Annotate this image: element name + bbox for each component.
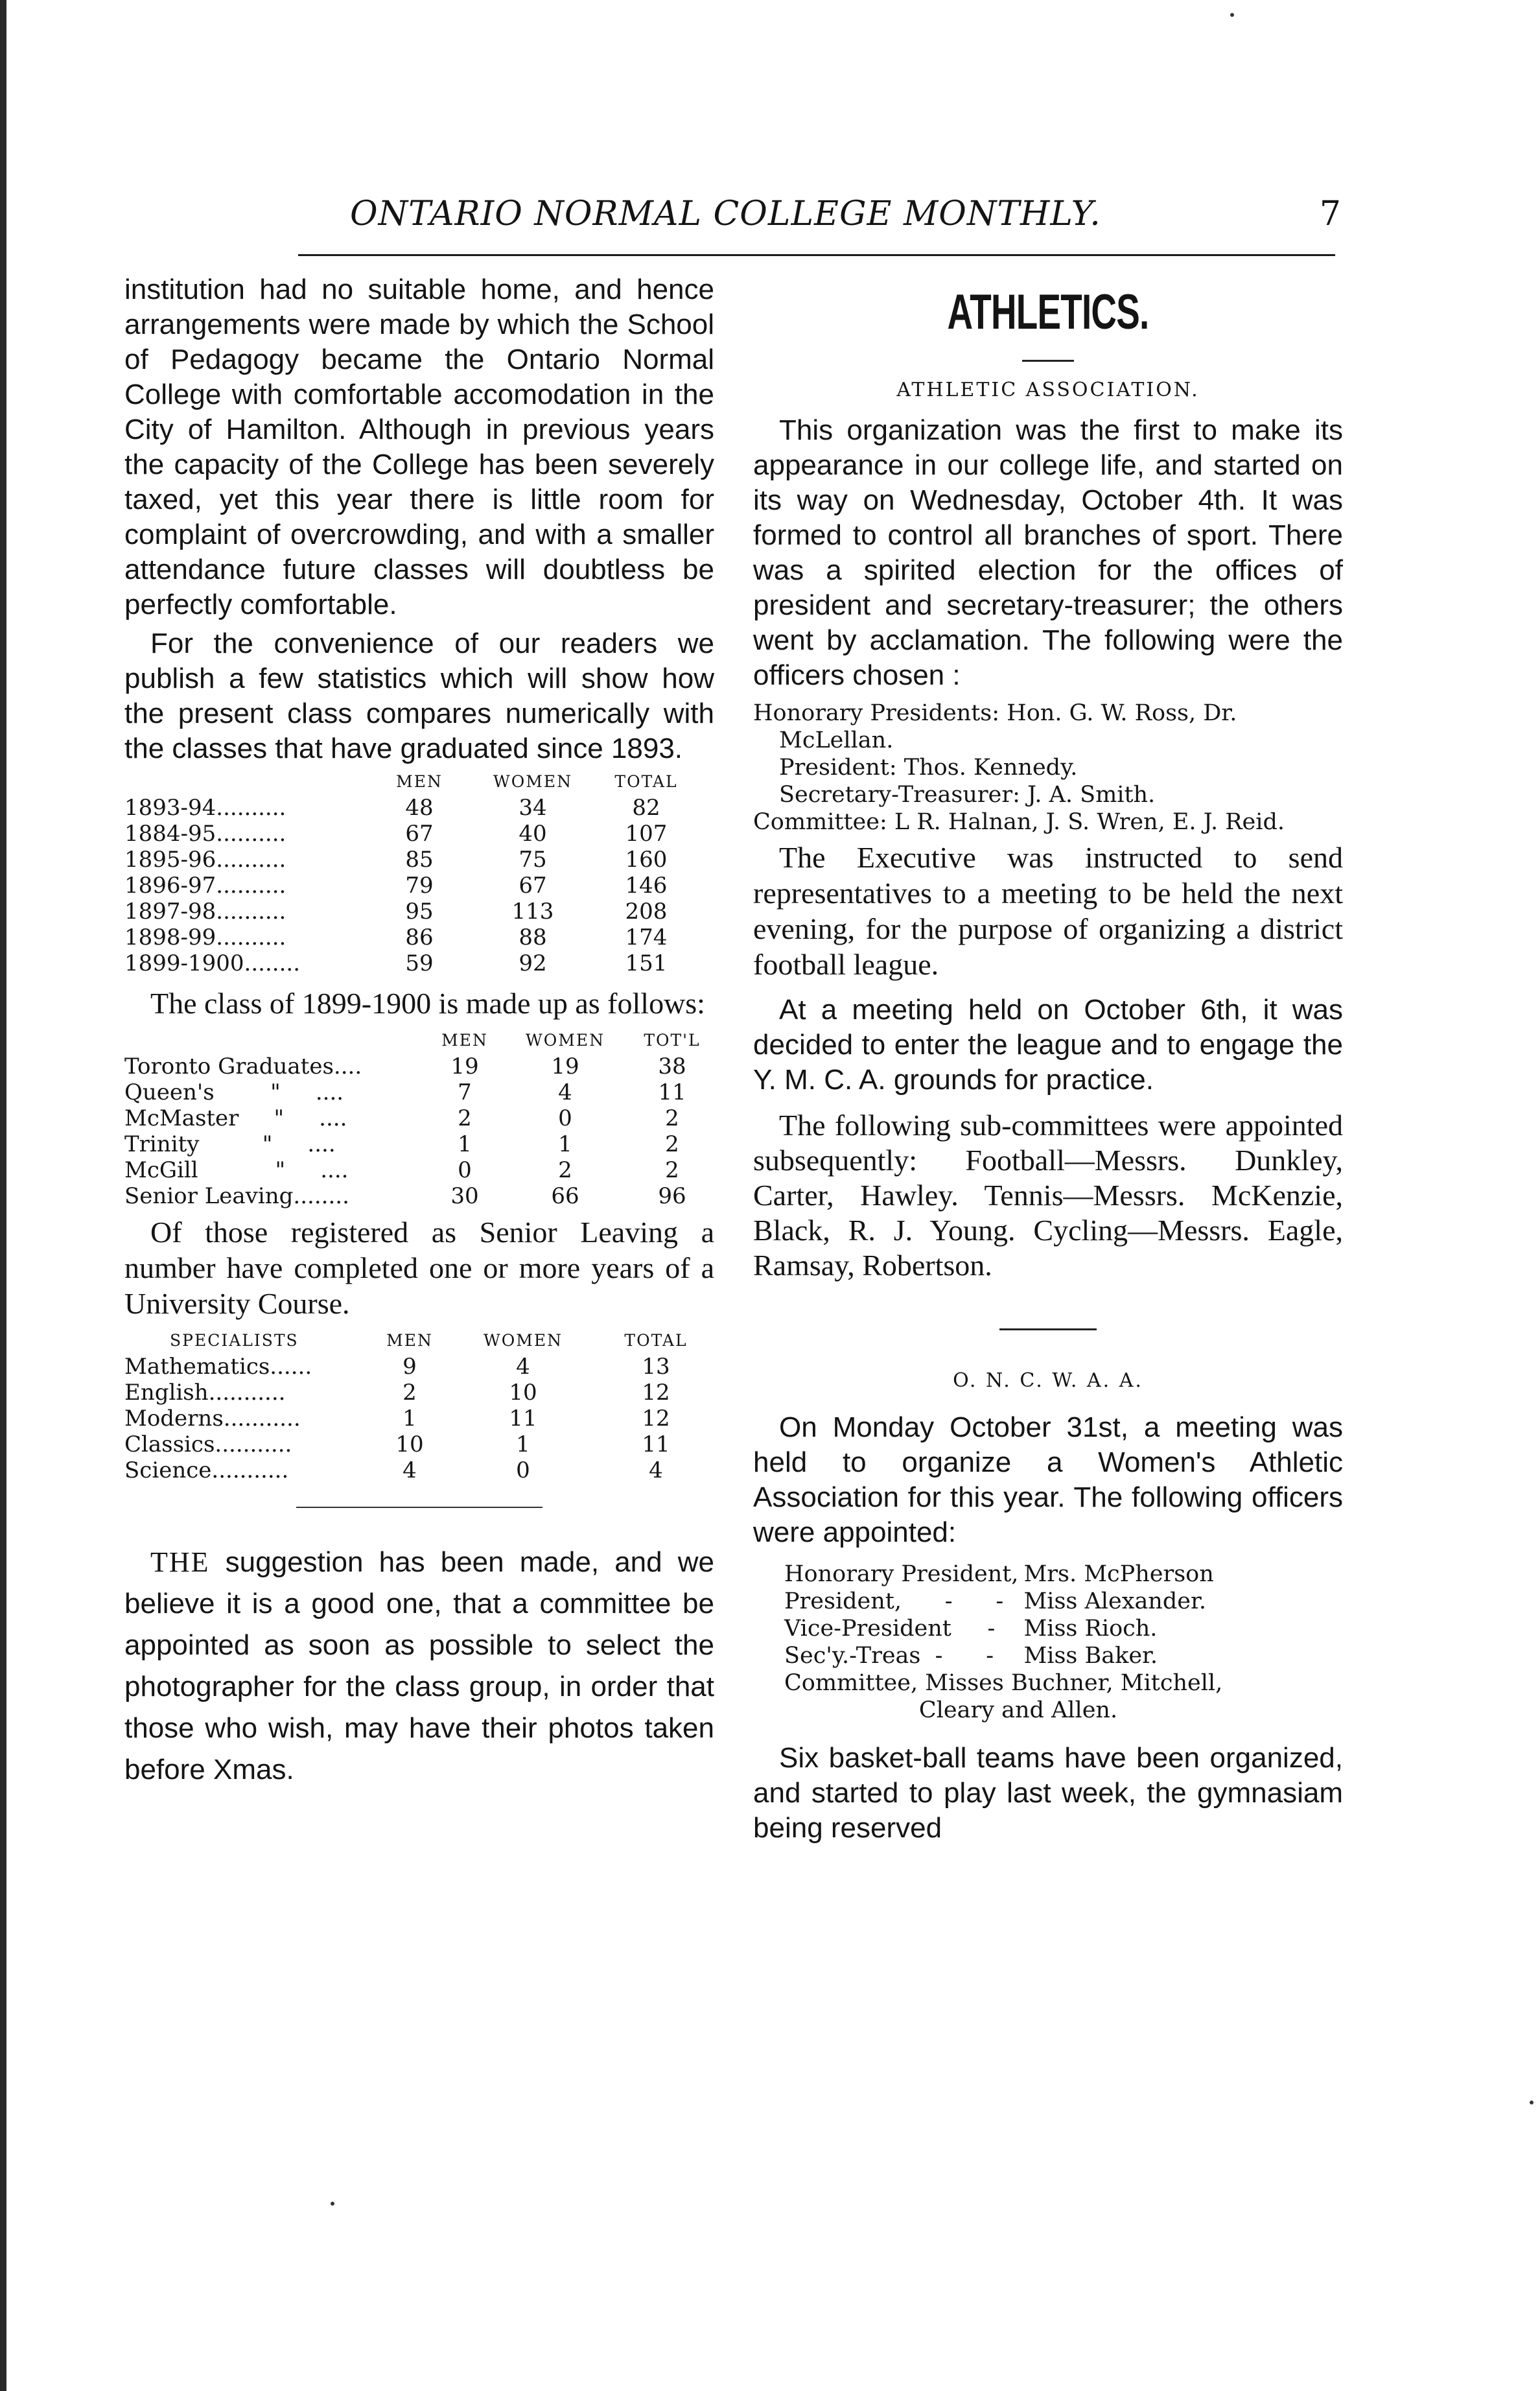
womens-committee [753,1669,1343,1724]
table-row [124,1431,714,1457]
paragraph-womens-association: On Monday October 31st, a meeting was held to organize a Women's Athletic Association for this year. The following officers were appointed: [753,1411,1343,1548]
row-label: 1884-95.......... [124,821,286,847]
table-header-row [124,1328,714,1354]
table-row [124,821,695,847]
paragraph-meeting: At a meeting held on October 6th, it was decided to enter the league and to engage the Y. M. C. A. grounds for practice. [753,994,1343,1096]
paragraph-photographer-text: suggestion has been made, and we believe it is a good one, that a committee be appointed as soon as possible to select the photographer for the class group, in order that those who wish, may have their photos taken before Xmas. [124,1546,714,1785]
cell-total: 11 [642,1431,670,1457]
cell-total: 12 [642,1406,670,1431]
association-officers [753,700,1343,836]
scan-edge [0,0,6,2391]
cell-men: 9 [402,1354,417,1380]
row-label: 1899-1900........ [124,950,301,976]
cell-total: 107 [625,821,668,847]
cell-men: 1 [402,1406,417,1431]
row-label: 1898-99.......... [124,925,286,950]
cell-men: 86 [405,925,434,950]
cell-women: 92 [519,950,547,976]
table-row [124,847,695,873]
cell-men: 48 [405,795,434,821]
column-header: WOMEN [493,772,572,791]
cell-women: 88 [519,925,547,950]
officer-role: Sec'y.-Treas - - [784,1643,994,1669]
cell-women: 67 [519,873,547,899]
cell-total: 174 [625,925,668,950]
row-label: Mathematics...... [124,1354,312,1380]
cell-men: 19 [450,1054,479,1079]
table-header-row [124,1028,714,1054]
column-header: TOT'L [644,1031,701,1050]
table-header-row [124,769,695,795]
table-row [784,1615,1219,1642]
officer-role: Vice-President - [784,1616,996,1642]
officer-president: President: Thos. Kennedy. [779,755,1078,781]
cell-men: 2 [458,1105,472,1131]
officer-name: Miss Baker. [1023,1643,1158,1669]
officer-role: President, - - [784,1588,1004,1614]
row-label: Queen's " .... [124,1079,344,1105]
scan-speck [331,2202,334,2206]
table-row [124,1354,714,1380]
officer-name: Mrs. McPherson [1023,1561,1214,1587]
cell-women: 66 [551,1183,579,1209]
cell-women: 34 [519,795,547,821]
paragraph-subcommittees: The following sub-committees were appointed subsequently: Football—Messrs. Dunkley, Carter, Hawley. Tennis—Messrs. McKenzie, Black, R. J. Young. Cycling—Messrs. Eagle, Ramsay, Robertson. [753,1109,1343,1282]
paragraph-executive: The Executive was instructed to send representatives to a meeting to be held the next evening, for the purpose of organizing a district football league. [753,841,1343,981]
page-number: 7 [1319,194,1342,233]
section-divider [999,1328,1097,1330]
paragraph-institution: institution had no suitable home, and hence arrangements were made by which the School of Pedagogy became the Ontario Normal College with comfortable accomodation in the City of Hamilton. Although in previous years the capacity of the College has been severely taxed, yet this year there is little room for complaint of overcrowding, and with a smaller attendance future classes will doubtless be perfectly comfortable. [124,274,714,620]
cell-women: 19 [551,1054,579,1079]
table-row [124,1131,714,1157]
cell-women: 2 [558,1157,572,1183]
scan-speck [1230,13,1234,17]
cell-men: 67 [405,821,434,847]
column-header: MEN [396,772,443,791]
cell-men: 2 [402,1380,417,1406]
cell-total: 82 [632,795,660,821]
table-row [784,1561,1219,1588]
officer-name: Miss Rioch. [1023,1616,1158,1642]
column-header: TOTAL [614,772,678,791]
row-label: 1896-97.......... [124,873,286,899]
row-label: McGill " .... [124,1157,349,1183]
row-label: 1897-98.......... [124,899,286,925]
paragraph-class-makeup: The class of 1899-1900 is made up as follows: [150,987,705,1020]
table-row [124,1380,714,1406]
row-label: 1895-96.......... [124,847,286,873]
cell-women: 0 [516,1457,530,1483]
cell-women: 1 [516,1431,530,1457]
cell-women: 11 [509,1406,537,1431]
cell-men: 95 [405,899,434,925]
cell-total: 12 [642,1380,670,1406]
cell-men: 1 [458,1131,472,1157]
column-header: SPECIALISTS [170,1331,299,1350]
row-label: 1893-94.......... [124,795,286,821]
womens-committee-line: Committee, Misses Buchner, Mitchell, [784,1670,1223,1696]
cell-men: 59 [405,950,434,976]
cell-men: 7 [458,1079,472,1105]
column-header: TOTAL [624,1331,688,1350]
subtitle-athletic-association: ATHLETIC ASSOCIATION. [896,379,1200,401]
cell-total: 2 [665,1157,679,1183]
class-makeup-table [124,1028,714,1209]
cell-total: 13 [642,1354,670,1380]
cell-women: 0 [558,1105,572,1131]
cell-women: 1 [558,1131,572,1157]
cell-women: 4 [516,1354,530,1380]
table-row [124,1054,714,1079]
cell-total: 2 [665,1105,679,1131]
officer-honorary: Honorary Presidents: Hon. G. W. Ross, Dr. McLellan. [753,700,1237,753]
table-row [124,950,695,976]
cell-men: 30 [450,1183,479,1209]
left-column [124,272,714,1795]
officer-name: Miss Alexander. [1023,1588,1206,1614]
header-title: ONTARIO NORMAL COLLEGE MONTHLY. [350,194,1101,233]
table-row [124,1079,714,1105]
row-label: English........... [124,1380,286,1406]
right-column [753,272,1343,1850]
row-label: McMaster " .... [124,1105,347,1131]
specialists-table [124,1328,714,1483]
cell-men: 4 [402,1457,417,1483]
table-row [124,1105,714,1131]
row-label: Moderns........... [124,1406,301,1431]
row-label: Classics........... [124,1431,292,1457]
page-header [91,194,1342,246]
column-header: WOMEN [526,1031,605,1050]
row-label: Toronto Graduates.... [124,1054,362,1079]
officer-role: Honorary President, [784,1561,1019,1587]
table-row [124,925,695,950]
cell-total: 2 [665,1131,679,1157]
cell-men: 0 [458,1157,472,1183]
cell-total: 160 [625,847,668,873]
paragraph-basketball: Six basket-ball teams have been organized, and started to play last week, the gymnasiam being reserved [753,1742,1343,1844]
column-header: WOMEN [484,1331,563,1350]
title-rule [1022,360,1074,362]
table-row [124,1157,714,1183]
column-header: MEN [386,1331,433,1350]
womens-committee-line: Cleary and Allen. [918,1697,1118,1723]
cell-total: 151 [625,950,668,976]
column-header: MEN [441,1031,488,1050]
header-rule [298,254,1335,256]
row-label: Science........... [124,1457,289,1483]
cell-total: 4 [649,1457,663,1483]
drop-lead-word: THE [150,1546,210,1578]
cell-men: 85 [405,847,434,873]
section-divider [296,1507,542,1508]
section-title-athletics: ATHLETICS. [947,285,1149,340]
cell-women: 113 [511,899,554,925]
cell-women: 10 [509,1380,537,1406]
table-row [124,795,695,821]
table-row [124,1457,714,1483]
paragraph-photographer [124,1542,714,1791]
row-label: Trinity " .... [124,1131,336,1157]
officer-committee: Committee: L R. Halnan, J. S. Wren, E. J. Reid. [753,809,1285,835]
cell-total: 11 [658,1079,686,1105]
cell-men: 10 [395,1431,424,1457]
table-row [784,1642,1219,1669]
table-row [124,1406,714,1431]
cell-women: 4 [558,1079,572,1105]
table-row [784,1588,1219,1615]
cell-women: 40 [519,821,547,847]
cell-total: 146 [625,873,668,899]
subtitle-oncwaa: O. N. C. W. A. A. [953,1369,1143,1392]
table-row [124,1183,714,1209]
paragraph-statistics-intro: For the convenience of our readers we publish a few statistics which will show how the present class compares numerically with the classes that have graduated since 1893. [124,628,714,764]
officer-secretary: Secretary-Treasurer: J. A. Smith. [779,782,1156,808]
cell-men: 79 [405,873,434,899]
cell-women: 75 [519,847,547,873]
paragraph-organization: This organization was the first to make its appearance in our college life, and started on its way on Wednesday, October 4th. It was formed to control all branches of sport. There was a spirited election for the offices of president and secretary-treasurer; the others went by acclamation. The following were the officers chosen : [753,414,1343,691]
cell-total: 208 [625,899,668,925]
scan-speck [1530,2101,1534,2104]
yearly-enrollment-table [124,769,695,976]
cell-total: 38 [658,1054,686,1079]
womens-officers-table [784,1561,1219,1669]
cell-total: 96 [658,1183,686,1209]
table-row [124,899,695,925]
table-row [124,873,695,899]
row-label: Senior Leaving........ [124,1183,349,1209]
paragraph-senior-leaving: Of those registered as Senior Leaving a number have completed one or more years of a University Course. [124,1216,714,1320]
